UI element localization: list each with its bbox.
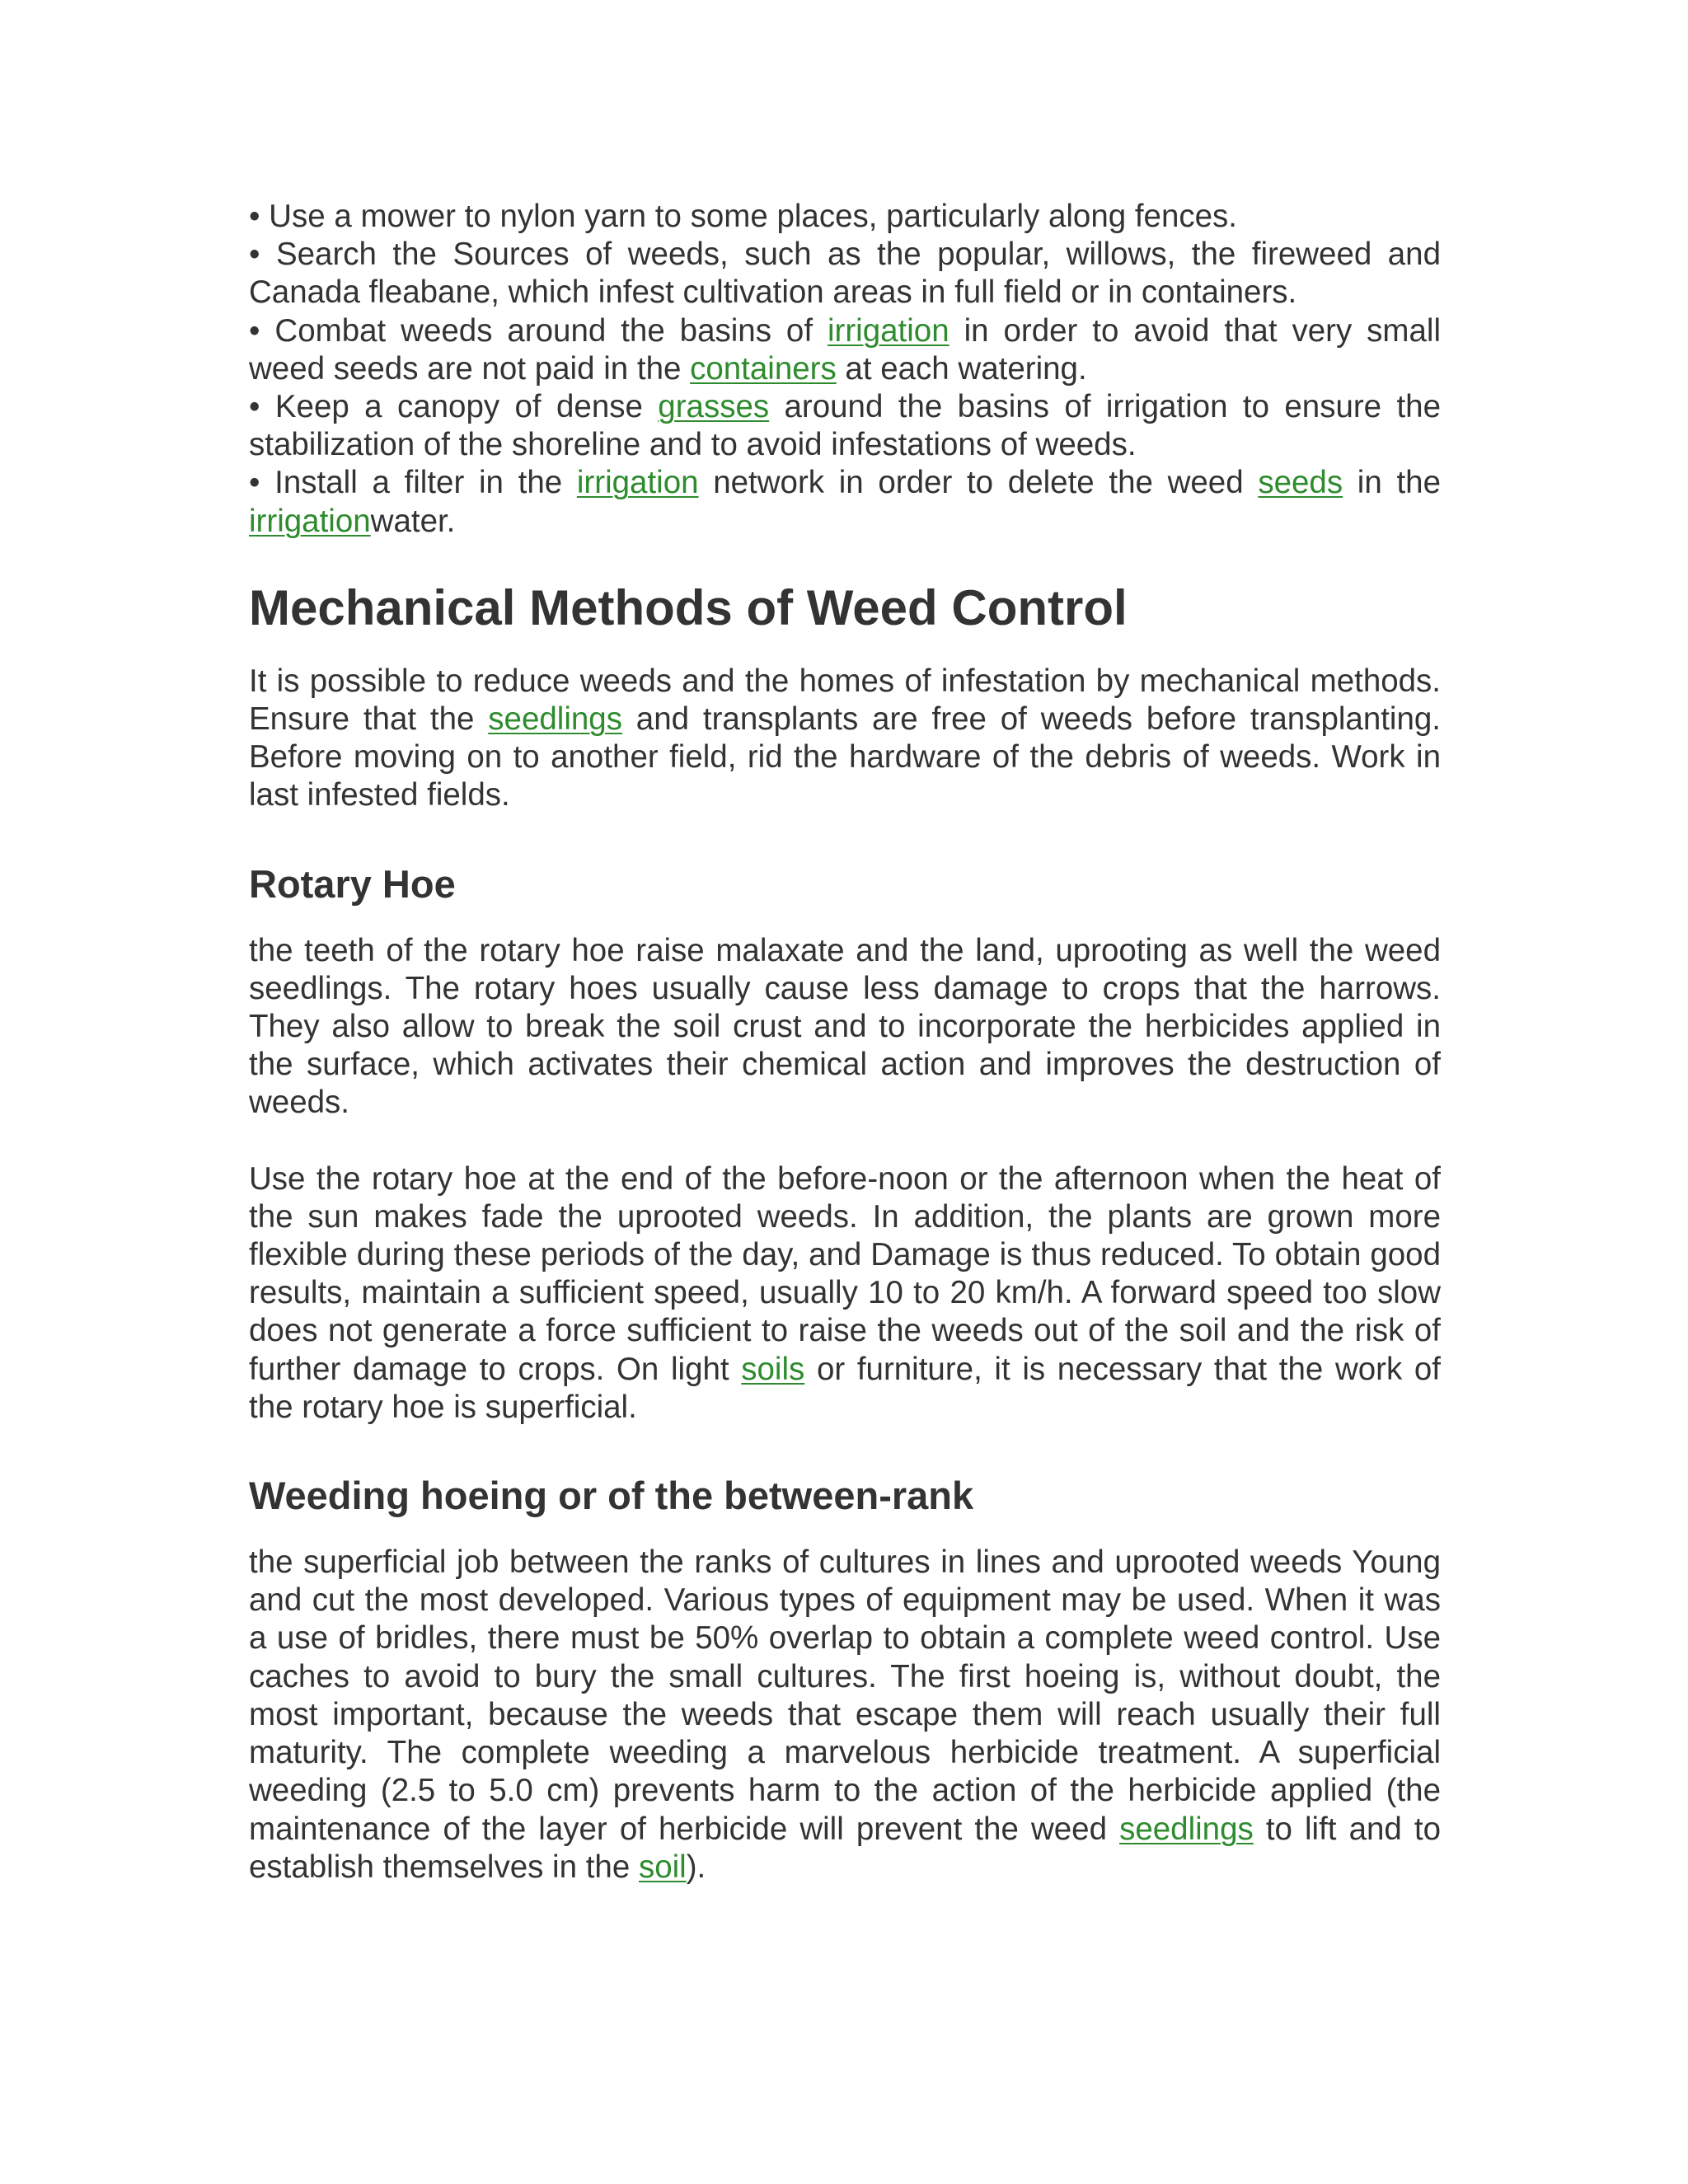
link-irrigation[interactable]: irrigation [576, 465, 699, 501]
mechanical-intro-paragraph [249, 663, 1441, 815]
bullet-text: • Keep a canopy of dense [249, 389, 659, 425]
rotary-hoe-paragraph-1 [249, 932, 1441, 1122]
paragraph-text: the teeth of the rotary hoe raise malaxate and the land, uprooting as well the weed seedlings. The rotary hoes usually cause less damage to crops that the harrows. They also allow to break the soil crust and to incorporate the herbicides applied in the surface, which activates their chemical action and improves the destruction of weeds. [249, 932, 1441, 1121]
link-grasses[interactable]: grasses [658, 389, 770, 425]
section-heading-weeding: Weeding hoeing or of the between-rank [249, 1474, 974, 1518]
section-heading-mechanical: Mechanical Methods of Weed Control [249, 579, 1128, 635]
paragraph-text: the superficial job between the ranks of cultures in lines and uprooted weeds Young and cut the most developed. Various types of equipment may be used. When it was a use of bridles, there must be 50% overlap to obtain a complete weed control. Use caches to avoid to bury the small cultures. The first hoeing is, without doubt, the most important, because the weeds that escape them will reach usually their full maturity. The complete weeding a marvelous herbicide treatment. A superficial weeding (2.5 to 5.0 cm) prevents harm to the action of the herbicide applied (the maintenance of the layer of herbicide will prevent the weed [249, 1544, 1441, 1847]
bullet-text: at each watering. [836, 350, 1087, 387]
bullet-item [249, 388, 1441, 464]
bullet-text: network in order to delete the weed [698, 465, 1259, 501]
link-soils[interactable]: soils [741, 1351, 805, 1387]
bullet-text: • Combat weeds around the basins of [249, 312, 828, 349]
bullet-text: • Install a filter in the [249, 465, 577, 501]
paragraph-text: Use the rotary hoe at the end of the before-noon or the afternoon when the heat of the sun makes fade the uprooted weeds. In addition, the plants are grown more flexible during these periods of the day, and Damage is thus reduced. To obtain good results, maintain a sufficient speed, usually 10 to 20 km/h. A forward speed too slow does not generate a force sufficient to raise the weeds out of the soil and the risk of further damage to crops. On light [249, 1160, 1441, 1387]
bullet-text: in the [1343, 465, 1441, 501]
bullet-text: around the basins of irrigation to ensure the stabilization of the shoreline and to avoid infestations of weeds. [249, 389, 1441, 463]
bullet-text: in order to avoid that very small weed seeds are not paid in the [249, 312, 1441, 387]
bullet-text: water. [370, 503, 456, 539]
link-irrigation[interactable]: irrigation [827, 312, 950, 349]
bullet-item [249, 464, 1441, 540]
link-soil[interactable]: soil [638, 1849, 687, 1885]
paragraph-text: ). [686, 1849, 706, 1885]
paragraph-text: or furniture, it is necessary that the work of the rotary hoe is superficial. [249, 1351, 1441, 1425]
link-containers[interactable]: containers [690, 350, 837, 387]
bullet-item [249, 236, 1441, 312]
link-seeds[interactable]: seeds [1258, 465, 1343, 501]
document-page [249, 198, 1441, 1886]
link-seedlings[interactable]: seedlings [488, 701, 622, 738]
rotary-hoe-paragraph-2 [249, 1160, 1441, 1427]
weeding-paragraph [249, 1544, 1441, 1886]
link-irrigation[interactable]: irrigation [249, 503, 371, 539]
bullet-item [249, 198, 1441, 236]
bullet-text: • Search the Sources of weeds, such as the popular, willows, the fireweed and Canada fleabane, which infest cultivation areas in full field or in containers. [249, 237, 1441, 311]
bullet-list [249, 198, 1441, 541]
bullet-text: • Use a mower to nylon yarn to some places, particularly along fences. [249, 199, 1237, 234]
bullet-item [249, 312, 1441, 388]
paragraph-text: and transplants are free of weeds before transplanting. Before moving on to another field, rid the hardware of the debris of weeds. Work in last infested fields. [249, 701, 1442, 813]
section-heading-rotary-hoe: Rotary Hoe [249, 861, 456, 906]
paragraph-text: It is possible to reduce weeds and the homes of infestation by mechanical methods. Ensure that the [249, 663, 1441, 738]
paragraph-text: to lift and to establish themselves in the [249, 1811, 1442, 1885]
link-seedlings[interactable]: seedlings [1119, 1811, 1254, 1847]
